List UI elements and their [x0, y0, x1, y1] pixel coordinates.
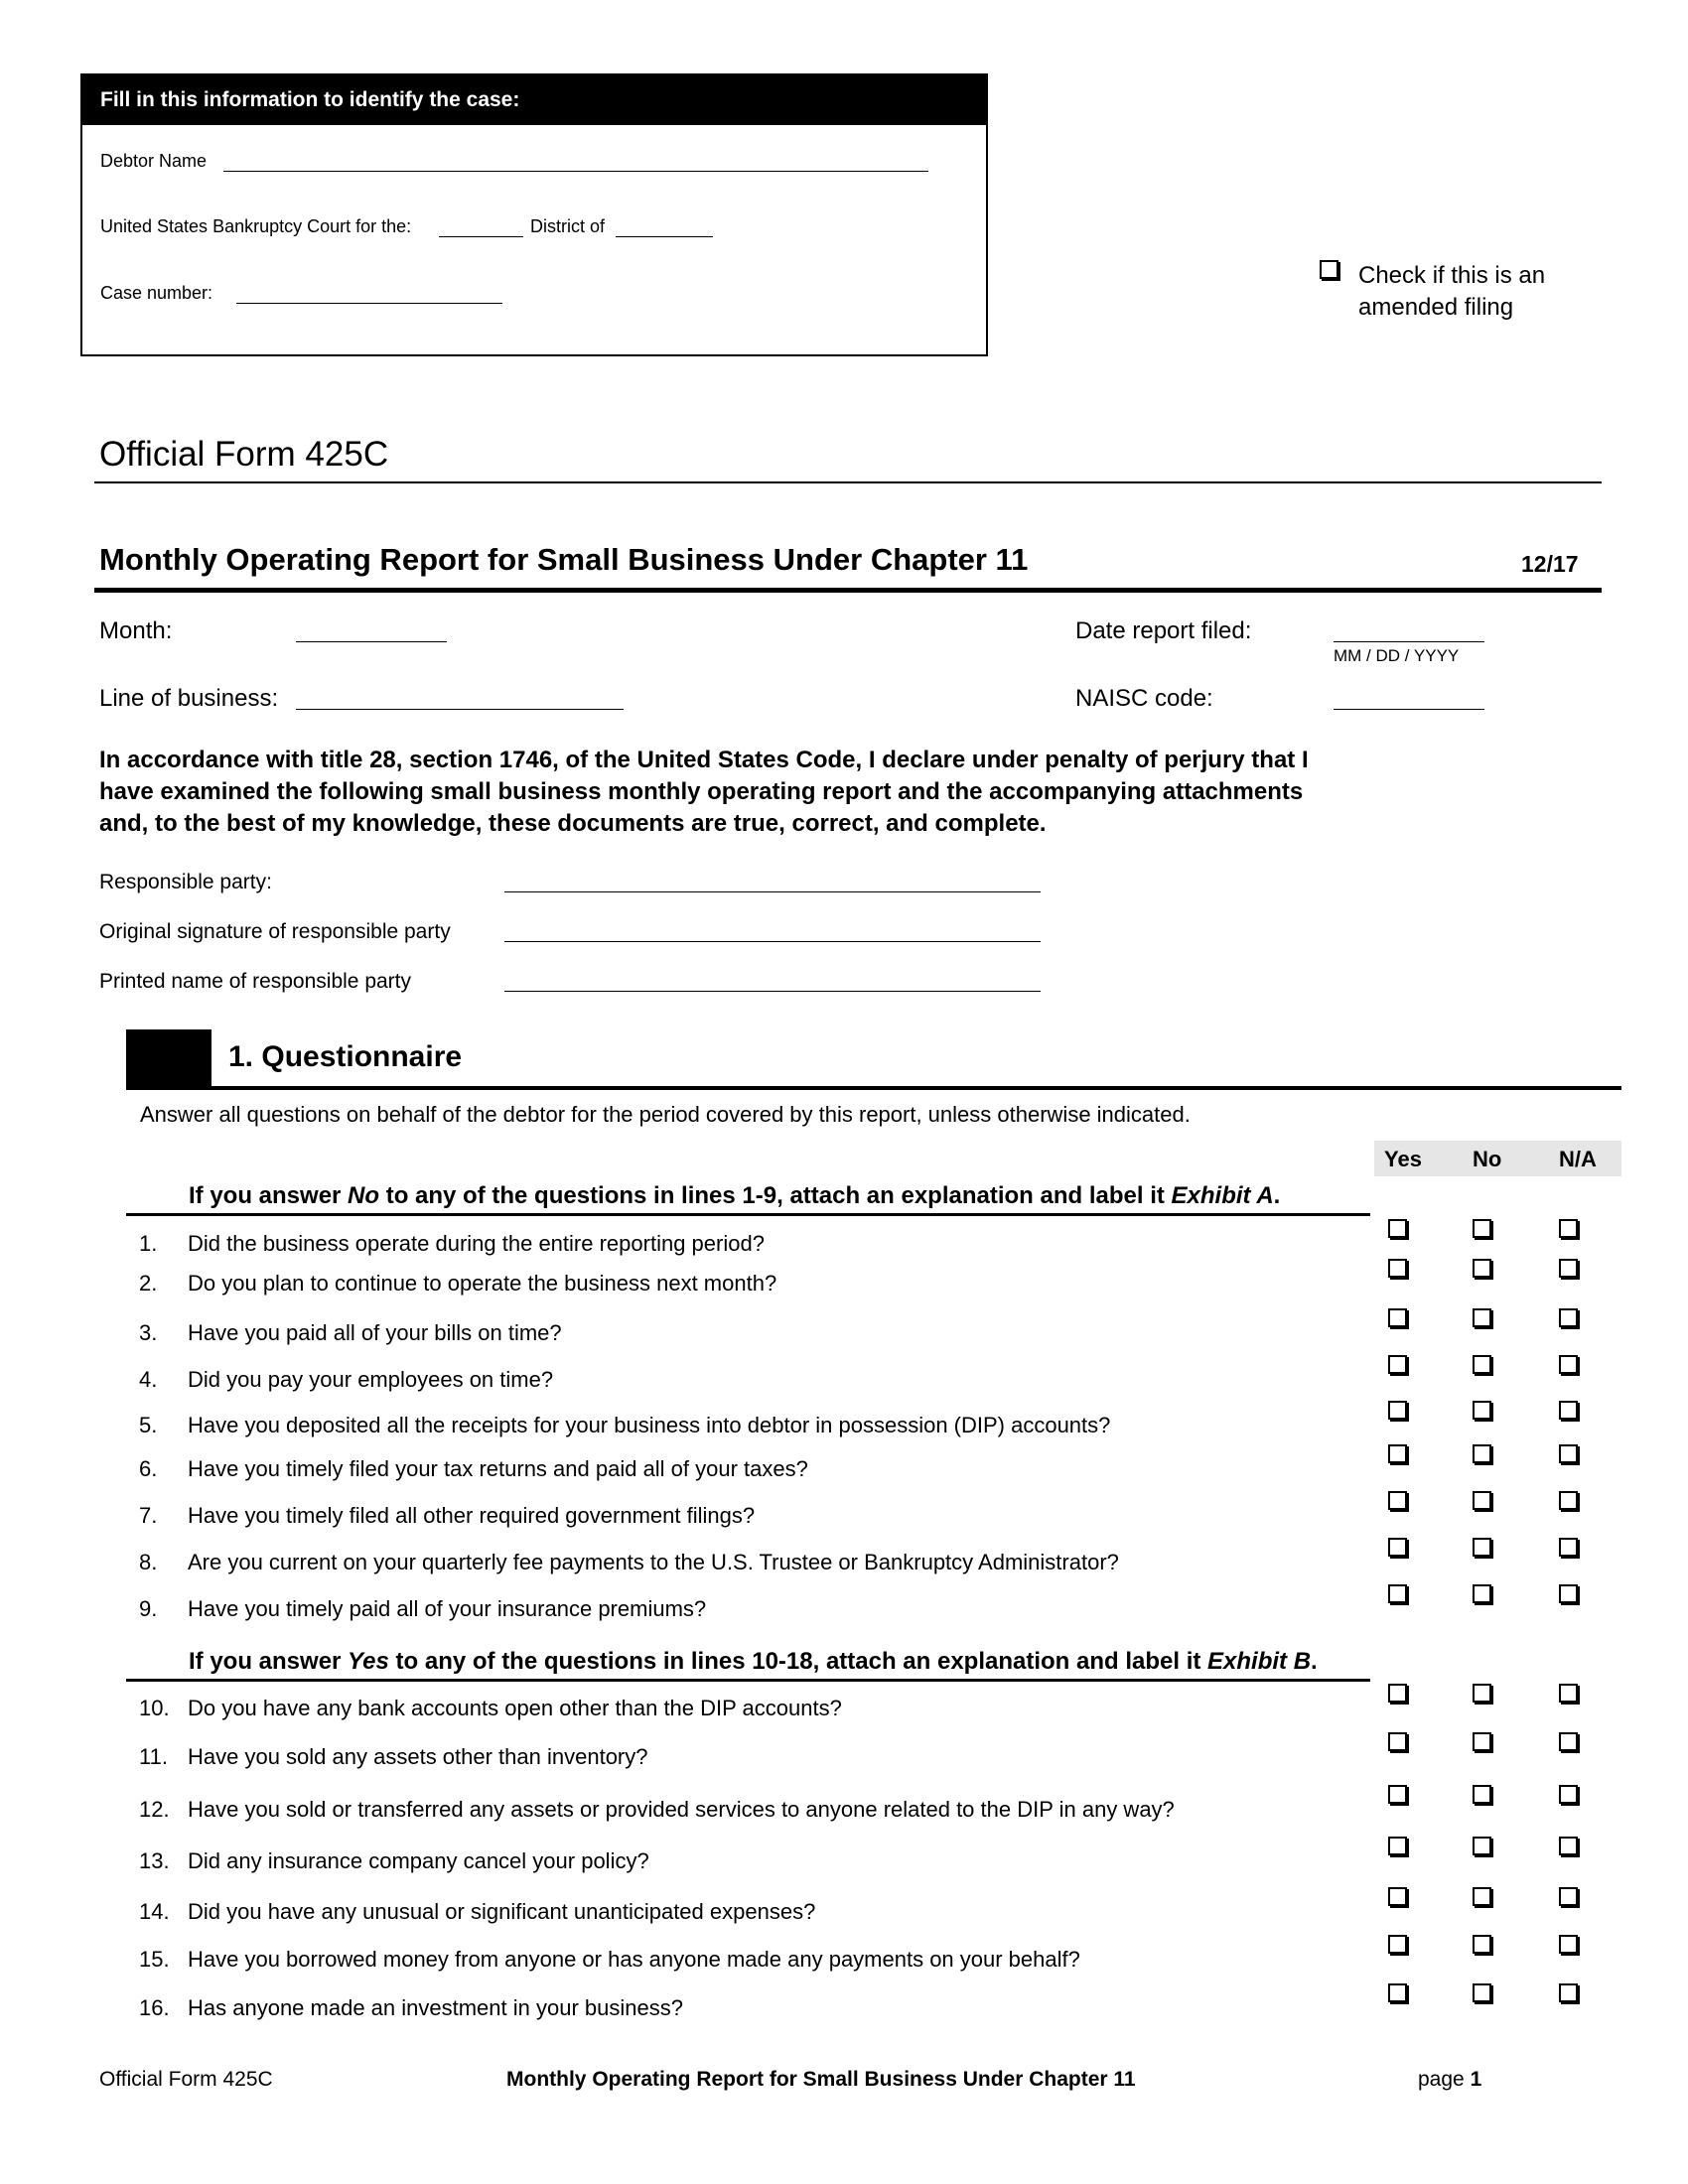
subhead-exhibit-b: [189, 1648, 1318, 1676]
subhead-exhibit-a: [189, 1182, 1280, 1210]
question-15-yes-checkbox[interactable]: [1388, 1935, 1407, 1954]
naisc-code-field[interactable]: [1334, 709, 1484, 710]
case-box-header: Fill in this information to identify the case:: [82, 75, 986, 125]
question-2-yes-checkbox[interactable]: [1388, 1259, 1407, 1278]
month-field[interactable]: [296, 641, 447, 642]
question-7-no-checkbox[interactable]: [1473, 1491, 1491, 1510]
question-13-yes-checkbox[interactable]: [1388, 1837, 1407, 1855]
question-7-yes-checkbox[interactable]: [1388, 1491, 1407, 1510]
question-2-na-checkbox[interactable]: [1559, 1259, 1578, 1278]
question-12-na-checkbox[interactable]: [1559, 1785, 1578, 1804]
court-field[interactable]: [439, 236, 523, 237]
question-16-yes-checkbox[interactable]: [1388, 1983, 1407, 2002]
title-divider: [94, 481, 1602, 483]
question-number: 16.: [139, 1995, 170, 2020]
question-12-no-checkbox[interactable]: [1473, 1785, 1491, 1804]
line-of-business-label: Line of business:: [99, 685, 279, 712]
question-text: Have you deposited all the receipts for your business into debtor in possession (DIP) accounts?: [188, 1413, 1111, 1437]
question-10-yes-checkbox[interactable]: [1388, 1684, 1407, 1703]
question-number: 9.: [139, 1596, 158, 1621]
subhead-b-divider: [126, 1679, 1370, 1682]
naisc-code-label: NAISC code:: [1075, 685, 1213, 712]
responsible-party-label: Responsible party:: [99, 871, 272, 893]
subhead-b-exhibit: Exhibit B: [1207, 1648, 1312, 1675]
question-3-no-checkbox[interactable]: [1473, 1308, 1491, 1327]
question-4-yes-checkbox[interactable]: [1388, 1355, 1407, 1374]
question-12-yes-checkbox[interactable]: [1388, 1785, 1407, 1804]
subhead-a-pre: If you answer: [189, 1182, 349, 1209]
question-text: Did any insurance company cancel your policy?: [188, 1848, 649, 1873]
subhead-b-pre: If you answer: [189, 1648, 349, 1675]
printed-name-label: Printed name of responsible party: [99, 970, 412, 993]
question-number: 1.: [139, 1231, 158, 1256]
questionnaire-instructions: Answer all questions on behalf of the debtor for the period covered by this report, unless otherwise indicated.: [140, 1102, 1191, 1127]
date-format-hint: MM / DD / YYYY: [1334, 646, 1460, 665]
question-number: 11.: [139, 1744, 168, 1769]
subhead-a-mid: to any of the questions in lines 1-9, attach an explanation and label it: [379, 1182, 1172, 1209]
question-text: Have you timely filed your tax returns and paid all of your taxes?: [188, 1456, 808, 1481]
question-text: Do you have any bank accounts open other than the DIP accounts?: [188, 1696, 842, 1720]
report-title: Monthly Operating Report for Small Business Under Chapter 11: [99, 542, 1029, 577]
question-1-na-checkbox[interactable]: [1559, 1219, 1578, 1238]
subhead-a-post: .: [1273, 1182, 1281, 1209]
question-number: 2.: [139, 1271, 158, 1296]
question-5-yes-checkbox[interactable]: [1388, 1401, 1407, 1420]
amended-filing-label: [1358, 260, 1545, 324]
footer-title: Monthly Operating Report for Small Business Under Chapter 11: [506, 2068, 1136, 2091]
col-yes: Yes: [1384, 1147, 1422, 1171]
question-11-no-checkbox[interactable]: [1473, 1732, 1491, 1751]
question-text: Have you borrowed money from anyone or has anyone made any payments on your behalf?: [188, 1947, 1080, 1972]
signature-label: Original signature of responsible party: [99, 920, 451, 943]
date-filed-field[interactable]: [1334, 641, 1484, 642]
question-number: 14.: [139, 1899, 170, 1924]
question-number: 4.: [139, 1367, 158, 1392]
section-title: 1. Questionnaire: [228, 1040, 463, 1073]
subhead-b-post: .: [1311, 1648, 1318, 1675]
question-6-yes-checkbox[interactable]: [1388, 1444, 1407, 1463]
section-divider: [126, 1086, 1621, 1090]
question-10-na-checkbox[interactable]: [1559, 1684, 1578, 1703]
question-11-yes-checkbox[interactable]: [1388, 1732, 1407, 1751]
court-label: United States Bankruptcy Court for the:: [100, 216, 412, 236]
question-9-na-checkbox[interactable]: [1559, 1584, 1578, 1603]
amended-line-2: amended filing: [1358, 294, 1514, 321]
district-field[interactable]: [616, 236, 713, 237]
question-16-no-checkbox[interactable]: [1473, 1983, 1491, 2002]
question-number: 15.: [139, 1947, 170, 1972]
subhead-a-divider: [126, 1213, 1370, 1216]
question-number: 6.: [139, 1456, 158, 1481]
question-text: Did you pay your employees on time?: [188, 1367, 554, 1392]
col-no: No: [1473, 1147, 1502, 1171]
question-number: 10.: [139, 1696, 170, 1720]
district-label: District of: [530, 216, 606, 236]
question-1-no-checkbox[interactable]: [1473, 1219, 1491, 1238]
question-number: 8.: [139, 1550, 158, 1574]
question-8-yes-checkbox[interactable]: [1388, 1538, 1407, 1557]
question-1-yes-checkbox[interactable]: [1388, 1219, 1407, 1238]
month-label: Month:: [99, 617, 173, 644]
question-13-no-checkbox[interactable]: [1473, 1837, 1491, 1855]
question-14-yes-checkbox[interactable]: [1388, 1887, 1407, 1906]
question-text: Has anyone made an investment in your business?: [188, 1995, 683, 2020]
question-6-no-checkbox[interactable]: [1473, 1444, 1491, 1463]
question-15-na-checkbox[interactable]: [1559, 1935, 1578, 1954]
question-4-no-checkbox[interactable]: [1473, 1355, 1491, 1374]
subhead-b-yes: Yes: [348, 1648, 389, 1675]
question-2-no-checkbox[interactable]: [1473, 1259, 1491, 1278]
question-number: 7.: [139, 1503, 158, 1528]
question-9-no-checkbox[interactable]: [1473, 1584, 1491, 1603]
form-version: 12/17: [1521, 551, 1579, 577]
question-11-na-checkbox[interactable]: [1559, 1732, 1578, 1751]
question-14-no-checkbox[interactable]: [1473, 1887, 1491, 1906]
signature-field[interactable]: [504, 941, 1041, 942]
debtor-name-field[interactable]: [223, 171, 928, 172]
question-number: 12.: [139, 1797, 170, 1822]
amended-filing-checkbox[interactable]: [1320, 260, 1338, 279]
perjury-declaration: In accordance with title 28, section 1746, of the United States Code, I declare under penalty of perjury that I have examined the following small business monthly operating report and the accompanying attachments and, to the best of my knowledge, these documents are true, correct, and complete.: [99, 747, 1309, 837]
question-15-no-checkbox[interactable]: [1473, 1935, 1491, 1954]
question-text: Did you have any unusual or significant unanticipated expenses?: [188, 1899, 816, 1924]
question-text: Have you timely paid all of your insurance premiums?: [188, 1596, 707, 1621]
footer-page: [1418, 2068, 1481, 2092]
subhead-b-mid: to any of the questions in lines 10-18, attach an explanation and label it: [388, 1648, 1208, 1675]
case-number-field[interactable]: [236, 303, 502, 304]
question-13-na-checkbox[interactable]: [1559, 1837, 1578, 1855]
question-text: Are you current on your quarterly fee payments to the U.S. Trustee or Bankruptcy Administrator?: [188, 1550, 1119, 1574]
official-form-title: Official Form 425C: [99, 435, 389, 474]
responsible-party-field[interactable]: [504, 891, 1041, 892]
question-text: Have you sold any assets other than inventory?: [188, 1744, 648, 1769]
case-number-label: Case number:: [100, 283, 213, 303]
col-na: N/A: [1559, 1147, 1597, 1171]
question-10-no-checkbox[interactable]: [1473, 1684, 1491, 1703]
amended-line-1: Check if this is an: [1358, 262, 1546, 289]
question-text: Did the business operate during the entire reporting period?: [188, 1231, 765, 1256]
question-text: Do you plan to continue to operate the business next month?: [188, 1271, 777, 1296]
question-7-na-checkbox[interactable]: [1559, 1491, 1578, 1510]
subhead-a-no: No: [348, 1182, 380, 1209]
footer-form: Official Form 425C: [99, 2068, 273, 2091]
question-3-na-checkbox[interactable]: [1559, 1308, 1578, 1327]
printed-name-field[interactable]: [504, 991, 1041, 992]
question-14-na-checkbox[interactable]: [1559, 1887, 1578, 1906]
question-number: 13.: [139, 1848, 170, 1873]
subhead-a-exhibit: Exhibit A: [1171, 1182, 1274, 1209]
question-16-na-checkbox[interactable]: [1559, 1983, 1578, 2002]
question-8-na-checkbox[interactable]: [1559, 1538, 1578, 1557]
question-number: 3.: [139, 1320, 158, 1345]
question-text: Have you paid all of your bills on time?: [188, 1320, 562, 1345]
question-4-na-checkbox[interactable]: [1559, 1355, 1578, 1374]
debtor-name-label: Debtor Name: [100, 151, 208, 171]
question-5-na-checkbox[interactable]: [1559, 1401, 1578, 1420]
line-of-business-field[interactable]: [296, 709, 624, 710]
question-6-na-checkbox[interactable]: [1559, 1444, 1578, 1463]
section-marker-block: [126, 1029, 211, 1088]
question-5-no-checkbox[interactable]: [1473, 1401, 1491, 1420]
question-9-yes-checkbox[interactable]: [1388, 1584, 1407, 1603]
report-title-divider: [94, 588, 1602, 593]
question-text: Have you timely filed all other required government filings?: [188, 1503, 756, 1528]
footer-page-number: 1: [1470, 2068, 1482, 2091]
case-identification-box: [80, 73, 988, 356]
question-8-no-checkbox[interactable]: [1473, 1538, 1491, 1557]
footer-page-label: page: [1418, 2068, 1465, 2091]
question-3-yes-checkbox[interactable]: [1388, 1308, 1407, 1327]
question-text: Have you sold or transferred any assets or provided services to anyone related to the DIP in any way?: [188, 1797, 1175, 1822]
date-filed-label: Date report filed:: [1075, 617, 1252, 644]
question-number: 5.: [139, 1413, 158, 1437]
